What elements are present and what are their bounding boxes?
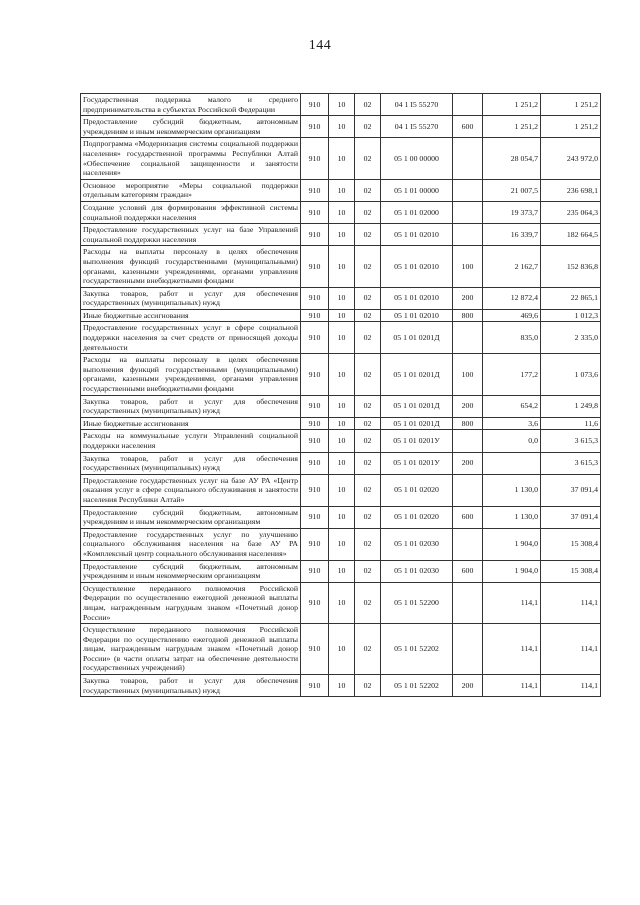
cell-amount-2: 1 012,3 bbox=[541, 309, 601, 322]
cell-target-article: 05 1 01 0201Д bbox=[381, 395, 453, 417]
cell-expense-type: 600 bbox=[453, 560, 483, 582]
cell-section: 10 bbox=[329, 201, 355, 223]
cell-target-article: 05 1 01 02030 bbox=[381, 528, 453, 560]
table-row bbox=[81, 474, 601, 506]
cell-amount-1: 114,1 bbox=[483, 675, 541, 697]
cell-target-article: 05 1 01 02010 bbox=[381, 309, 453, 322]
cell-expense-type bbox=[453, 430, 483, 452]
budget-table bbox=[80, 93, 601, 697]
cell-name: Подпрограмма «Модернизация системы социальной поддержки населения» государственной программы Республики Алтай «Обеспечение социальной защищенности и занятости населения» bbox=[81, 138, 301, 179]
cell-ministry-code: 910 bbox=[301, 395, 329, 417]
cell-section: 10 bbox=[329, 354, 355, 395]
cell-amount-2: 15 308,4 bbox=[541, 528, 601, 560]
cell-expense-type bbox=[453, 624, 483, 675]
cell-amount-2: 22 865,1 bbox=[541, 287, 601, 309]
cell-amount-2: 37 091,4 bbox=[541, 474, 601, 506]
cell-section: 10 bbox=[329, 116, 355, 138]
cell-subsection: 02 bbox=[355, 560, 381, 582]
cell-subsection: 02 bbox=[355, 430, 381, 452]
cell-section: 10 bbox=[329, 675, 355, 697]
cell-subsection: 02 bbox=[355, 309, 381, 322]
cell-subsection: 02 bbox=[355, 675, 381, 697]
cell-ministry-code: 910 bbox=[301, 624, 329, 675]
cell-section: 10 bbox=[329, 246, 355, 287]
cell-ministry-code: 910 bbox=[301, 246, 329, 287]
cell-subsection: 02 bbox=[355, 201, 381, 223]
cell-name: Закупка товаров, работ и услуг для обеспечения государственных (муниципальных) нужд bbox=[81, 287, 301, 309]
cell-ministry-code: 910 bbox=[301, 116, 329, 138]
cell-ministry-code: 910 bbox=[301, 560, 329, 582]
table-row bbox=[81, 179, 601, 201]
table-row bbox=[81, 624, 601, 675]
cell-expense-type bbox=[453, 582, 483, 623]
cell-section: 10 bbox=[329, 224, 355, 246]
cell-section: 10 bbox=[329, 94, 355, 116]
cell-amount-2: 235 064,3 bbox=[541, 201, 601, 223]
table-row bbox=[81, 94, 601, 116]
cell-amount-2: 3 615,3 bbox=[541, 430, 601, 452]
table-row bbox=[81, 430, 601, 452]
cell-amount-1: 1 904,0 bbox=[483, 528, 541, 560]
cell-expense-type: 200 bbox=[453, 675, 483, 697]
cell-name: Государственная поддержка малого и среднего предпринимательства в субъектах Российской Федерации bbox=[81, 94, 301, 116]
table-row bbox=[81, 452, 601, 474]
cell-ministry-code: 910 bbox=[301, 474, 329, 506]
cell-expense-type: 800 bbox=[453, 417, 483, 430]
cell-amount-1: 1 251,2 bbox=[483, 116, 541, 138]
cell-expense-type bbox=[453, 322, 483, 354]
cell-section: 10 bbox=[329, 528, 355, 560]
cell-section: 10 bbox=[329, 322, 355, 354]
cell-amount-1: 835,0 bbox=[483, 322, 541, 354]
cell-name: Предоставление государственных услуг по улучшению социального обслуживания населения на базе АУ РА «Комплексный центр социального обслуживания населения» bbox=[81, 528, 301, 560]
cell-section: 10 bbox=[329, 506, 355, 528]
cell-amount-1: 1 130,0 bbox=[483, 506, 541, 528]
cell-amount-1: 28 054,7 bbox=[483, 138, 541, 179]
cell-target-article: 05 1 00 00000 bbox=[381, 138, 453, 179]
cell-target-article: 05 1 01 02010 bbox=[381, 246, 453, 287]
cell-section: 10 bbox=[329, 452, 355, 474]
cell-target-article: 05 1 01 02030 bbox=[381, 560, 453, 582]
cell-subsection: 02 bbox=[355, 528, 381, 560]
cell-ministry-code: 910 bbox=[301, 417, 329, 430]
cell-ministry-code: 910 bbox=[301, 94, 329, 116]
cell-target-article: 04 1 I5 55270 bbox=[381, 94, 453, 116]
cell-amount-2: 114,1 bbox=[541, 582, 601, 623]
table-row bbox=[81, 322, 601, 354]
cell-subsection: 02 bbox=[355, 582, 381, 623]
cell-section: 10 bbox=[329, 582, 355, 623]
cell-name: Расходы на выплаты персоналу в целях обеспечения выполнения функций государственными (муниципальными) органами, казенными учреждениями, органами управления государственными внебюджетными фондами bbox=[81, 246, 301, 287]
cell-section: 10 bbox=[329, 138, 355, 179]
cell-target-article: 05 1 01 52202 bbox=[381, 675, 453, 697]
cell-expense-type bbox=[453, 94, 483, 116]
cell-ministry-code: 910 bbox=[301, 201, 329, 223]
cell-section: 10 bbox=[329, 430, 355, 452]
cell-name: Осуществление переданного полномочия Российской Федерации по осуществлению ежегодной денежной выплаты лицам, награжденным нагрудным знаком «Почетный донор России» bbox=[81, 582, 301, 623]
cell-name: Расходы на коммунальные услуги Управлений социальной поддержки населения bbox=[81, 430, 301, 452]
cell-subsection: 02 bbox=[355, 94, 381, 116]
cell-expense-type: 200 bbox=[453, 395, 483, 417]
table-row bbox=[81, 116, 601, 138]
table-row bbox=[81, 246, 601, 287]
cell-amount-2: 236 698,1 bbox=[541, 179, 601, 201]
cell-expense-type bbox=[453, 201, 483, 223]
page-number: 144 bbox=[308, 38, 332, 53]
cell-amount-2: 114,1 bbox=[541, 675, 601, 697]
table-row bbox=[81, 417, 601, 430]
cell-amount-1: 114,1 bbox=[483, 582, 541, 623]
table-row bbox=[81, 224, 601, 246]
cell-name: Осуществление переданного полномочия Российской Федерации по осуществлению ежегодной денежной выплаты лицам, награжденным нагрудным знаком «Почетный донор России» (в части оплаты затрат на обеспечение деятельности государственных учреждений) bbox=[81, 624, 301, 675]
cell-subsection: 02 bbox=[355, 138, 381, 179]
cell-subsection: 02 bbox=[355, 224, 381, 246]
cell-amount-1: 469,6 bbox=[483, 309, 541, 322]
cell-target-article: 05 1 01 02020 bbox=[381, 474, 453, 506]
cell-amount-1: 177,2 bbox=[483, 354, 541, 395]
cell-target-article: 04 1 I5 55270 bbox=[381, 116, 453, 138]
table-row bbox=[81, 506, 601, 528]
cell-amount-1: 1 251,2 bbox=[483, 94, 541, 116]
cell-subsection: 02 bbox=[355, 246, 381, 287]
cell-subsection: 02 bbox=[355, 287, 381, 309]
table-row bbox=[81, 354, 601, 395]
cell-amount-1: 12 872,4 bbox=[483, 287, 541, 309]
table-row bbox=[81, 287, 601, 309]
table-row bbox=[81, 201, 601, 223]
cell-amount-1: 3,6 bbox=[483, 417, 541, 430]
cell-expense-type: 100 bbox=[453, 246, 483, 287]
cell-target-article: 05 1 01 00000 bbox=[381, 179, 453, 201]
cell-subsection: 02 bbox=[355, 624, 381, 675]
cell-amount-2: 114,1 bbox=[541, 624, 601, 675]
cell-section: 10 bbox=[329, 179, 355, 201]
cell-target-article: 05 1 01 52202 bbox=[381, 624, 453, 675]
table-row bbox=[81, 309, 601, 322]
cell-target-article: 05 1 01 52200 bbox=[381, 582, 453, 623]
table-row bbox=[81, 582, 601, 623]
cell-ministry-code: 910 bbox=[301, 354, 329, 395]
cell-amount-1: 0,0 bbox=[483, 430, 541, 452]
cell-target-article: 05 1 01 0201Д bbox=[381, 354, 453, 395]
cell-name: Закупка товаров, работ и услуг для обеспечения государственных (муниципальных) нужд bbox=[81, 452, 301, 474]
cell-subsection: 02 bbox=[355, 452, 381, 474]
cell-ministry-code: 910 bbox=[301, 452, 329, 474]
cell-amount-1: 114,1 bbox=[483, 624, 541, 675]
cell-ministry-code: 910 bbox=[301, 506, 329, 528]
cell-section: 10 bbox=[329, 287, 355, 309]
cell-target-article: 05 1 01 0201Д bbox=[381, 322, 453, 354]
cell-name: Создание условий для формирования эффективной системы социальной поддержки населения bbox=[81, 201, 301, 223]
cell-expense-type bbox=[453, 224, 483, 246]
cell-expense-type bbox=[453, 179, 483, 201]
cell-name: Закупка товаров, работ и услуг для обеспечения государственных (муниципальных) нужд bbox=[81, 395, 301, 417]
cell-name: Предоставление государственных услуг в сфере социальной поддержки населения за счет средств от приносящей доходы деятельности bbox=[81, 322, 301, 354]
cell-amount-2: 152 836,8 bbox=[541, 246, 601, 287]
cell-subsection: 02 bbox=[355, 116, 381, 138]
cell-amount-1: 21 007,5 bbox=[483, 179, 541, 201]
cell-expense-type bbox=[453, 138, 483, 179]
cell-amount-2: 1 251,2 bbox=[541, 116, 601, 138]
cell-ministry-code: 910 bbox=[301, 322, 329, 354]
cell-amount-1: 1 904,0 bbox=[483, 560, 541, 582]
cell-expense-type: 100 bbox=[453, 354, 483, 395]
cell-ministry-code: 910 bbox=[301, 309, 329, 322]
cell-target-article: 05 1 01 0201Д bbox=[381, 417, 453, 430]
cell-subsection: 02 bbox=[355, 179, 381, 201]
cell-amount-1: 1 130,0 bbox=[483, 474, 541, 506]
table-row bbox=[81, 528, 601, 560]
cell-expense-type: 600 bbox=[453, 506, 483, 528]
table-row bbox=[81, 560, 601, 582]
cell-expense-type: 600 bbox=[453, 116, 483, 138]
cell-ministry-code: 910 bbox=[301, 582, 329, 623]
cell-name: Расходы на выплаты персоналу в целях обеспечения выполнения функций государственными (муниципальными) органами, казенными учреждениями, органами управления государственными внебюджетными фондами bbox=[81, 354, 301, 395]
cell-ministry-code: 910 bbox=[301, 430, 329, 452]
cell-target-article: 05 1 01 0201У bbox=[381, 452, 453, 474]
table-row bbox=[81, 395, 601, 417]
cell-target-article: 05 1 01 0201У bbox=[381, 430, 453, 452]
cell-amount-2: 3 615,3 bbox=[541, 452, 601, 474]
cell-subsection: 02 bbox=[355, 417, 381, 430]
cell-name: Иные бюджетные ассигнования bbox=[81, 417, 301, 430]
cell-subsection: 02 bbox=[355, 395, 381, 417]
cell-amount-2: 182 664,5 bbox=[541, 224, 601, 246]
cell-amount-2: 11,6 bbox=[541, 417, 601, 430]
cell-name: Предоставление государственных услуг на базе Управлений социальной поддержки населения bbox=[81, 224, 301, 246]
cell-expense-type: 200 bbox=[453, 287, 483, 309]
cell-name: Закупка товаров, работ и услуг для обеспечения государственных (муниципальных) нужд bbox=[81, 675, 301, 697]
table-body bbox=[81, 94, 601, 697]
cell-amount-2: 1 249,8 bbox=[541, 395, 601, 417]
cell-ministry-code: 910 bbox=[301, 224, 329, 246]
cell-subsection: 02 bbox=[355, 322, 381, 354]
cell-section: 10 bbox=[329, 474, 355, 506]
cell-target-article: 05 1 01 02000 bbox=[381, 201, 453, 223]
cell-target-article: 05 1 01 02020 bbox=[381, 506, 453, 528]
table-row bbox=[81, 675, 601, 697]
cell-subsection: 02 bbox=[355, 354, 381, 395]
cell-amount-1: 654,2 bbox=[483, 395, 541, 417]
cell-name: Предоставление субсидий бюджетным, автономным учреждениям и иным некоммерческим организациям bbox=[81, 560, 301, 582]
cell-amount-1: 16 339,7 bbox=[483, 224, 541, 246]
cell-name: Иные бюджетные ассигнования bbox=[81, 309, 301, 322]
table-row bbox=[81, 138, 601, 179]
cell-amount-2: 37 091,4 bbox=[541, 506, 601, 528]
cell-amount-2: 1 073,6 bbox=[541, 354, 601, 395]
cell-ministry-code: 910 bbox=[301, 179, 329, 201]
cell-expense-type bbox=[453, 528, 483, 560]
cell-expense-type bbox=[453, 474, 483, 506]
cell-section: 10 bbox=[329, 624, 355, 675]
cell-ministry-code: 910 bbox=[301, 138, 329, 179]
cell-subsection: 02 bbox=[355, 506, 381, 528]
cell-amount-2: 1 251,2 bbox=[541, 94, 601, 116]
cell-section: 10 bbox=[329, 560, 355, 582]
cell-name: Основное мероприятие «Меры социальной поддержки отдельным категориям граждан» bbox=[81, 179, 301, 201]
cell-section: 10 bbox=[329, 395, 355, 417]
cell-subsection: 02 bbox=[355, 474, 381, 506]
cell-name: Предоставление субсидий бюджетным, автономным учреждениям и иным некоммерческим организациям bbox=[81, 116, 301, 138]
cell-ministry-code: 910 bbox=[301, 675, 329, 697]
cell-amount-2: 243 972,0 bbox=[541, 138, 601, 179]
cell-name: Предоставление субсидий бюджетным, автономным учреждениям и иным некоммерческим организациям bbox=[81, 506, 301, 528]
cell-expense-type: 800 bbox=[453, 309, 483, 322]
cell-ministry-code: 910 bbox=[301, 287, 329, 309]
cell-expense-type: 200 bbox=[453, 452, 483, 474]
cell-ministry-code: 910 bbox=[301, 528, 329, 560]
cell-amount-2: 2 335,0 bbox=[541, 322, 601, 354]
cell-section: 10 bbox=[329, 417, 355, 430]
cell-name: Предоставление государственных услуг на базе АУ РА «Центр оказания услуг в сфере социального обслуживания и занятости населения Республики Алтай» bbox=[81, 474, 301, 506]
cell-amount-1 bbox=[483, 452, 541, 474]
cell-amount-1: 2 162,7 bbox=[483, 246, 541, 287]
cell-target-article: 05 1 01 02010 bbox=[381, 287, 453, 309]
cell-amount-1: 19 373,7 bbox=[483, 201, 541, 223]
cell-section: 10 bbox=[329, 309, 355, 322]
cell-amount-2: 15 308,4 bbox=[541, 560, 601, 582]
cell-target-article: 05 1 01 02010 bbox=[381, 224, 453, 246]
